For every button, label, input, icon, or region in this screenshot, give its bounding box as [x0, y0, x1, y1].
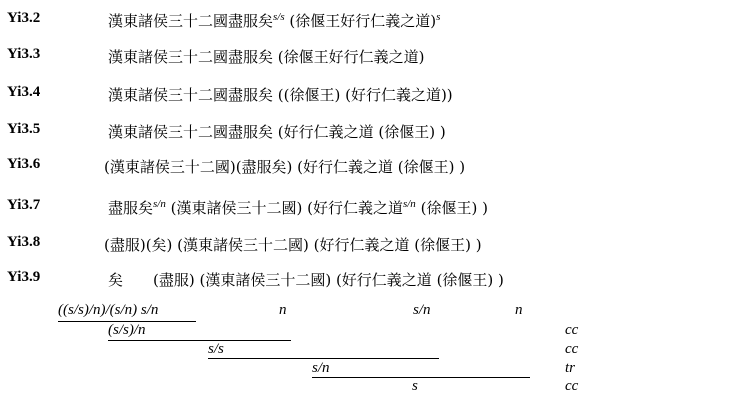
row-yi3-8: [0, 234, 740, 264]
example-label: Yi3.2: [7, 10, 41, 26]
combination-rule-line: [312, 377, 530, 378]
example-label: Yi3.5: [7, 121, 41, 137]
row-yi3-3: [0, 46, 740, 76]
example-label: Yi3.3: [7, 46, 41, 62]
combination-rule-line: [108, 340, 291, 341]
example-text: 漢東諸侯三十二國盡服矣 (好行仁義之道 (徐偃王) ): [108, 123, 446, 141]
rule-label: cc: [565, 341, 579, 357]
example-text: 漢東諸侯三十二國盡服矣 (徐偃王好行仁義之道): [108, 48, 425, 66]
category-superscript: s: [436, 11, 441, 23]
example-label: Yi3.9: [7, 269, 41, 285]
lexical-category: n: [515, 302, 523, 318]
row-yi3-4: [0, 84, 740, 114]
combination-rule-line: [208, 358, 439, 359]
example-text: (漢東諸侯三十二國)(盡服矣) (好行仁義之道 (徐偃王) ): [104, 158, 466, 176]
row-yi3-7: [0, 197, 740, 227]
category-superscript: s/n: [153, 198, 166, 210]
row-yi3-5: [0, 121, 740, 151]
lexical-category: ((s/s)/n)/(s/n) s/n: [58, 302, 159, 318]
example-label: Yi3.7: [7, 197, 41, 213]
example-label: Yi3.6: [7, 156, 41, 172]
example-label: Yi3.4: [7, 84, 41, 100]
category-superscript: s/s: [273, 11, 285, 23]
rule-label: tr: [565, 360, 576, 376]
lexical-category: n: [279, 302, 287, 318]
derived-category: s: [412, 378, 418, 394]
row-yi3-2: [0, 10, 740, 40]
derived-category: (s/s)/n: [108, 322, 146, 338]
example-text: 矣 (盡服) (漢東諸侯三十二國) (好行仁義之道 (徐偃王) ): [108, 271, 504, 289]
derived-category: s/n: [312, 360, 330, 376]
example-text: 盡服矣$^{s/n}$ (漢東諸侯三十二國) (好行仁義之道$^{s/n}$ (徐偃王) ): [108, 198, 488, 217]
derived-category: s/s: [208, 341, 224, 357]
example-text: (盡服)(矣) (漢東諸侯三十二國) (好行仁義之道 (徐偃王) ): [104, 236, 482, 254]
rule-label: cc: [565, 378, 579, 394]
lexical-category: s/n: [413, 302, 431, 318]
row-yi3-9: [0, 269, 740, 299]
example-label: Yi3.8: [7, 234, 41, 250]
row-yi3-6: [0, 156, 740, 186]
category-superscript: s/n: [402, 198, 416, 210]
example-text: 漢東諸侯三十二國盡服矣 ((徐偃王) (好行仁義之道)): [108, 86, 453, 104]
rule-label: cc: [565, 322, 579, 338]
example-text: 漢東諸侯三十二國盡服矣$^{s/s}$ (徐偃王好行仁義之道)$^s$: [108, 11, 441, 30]
